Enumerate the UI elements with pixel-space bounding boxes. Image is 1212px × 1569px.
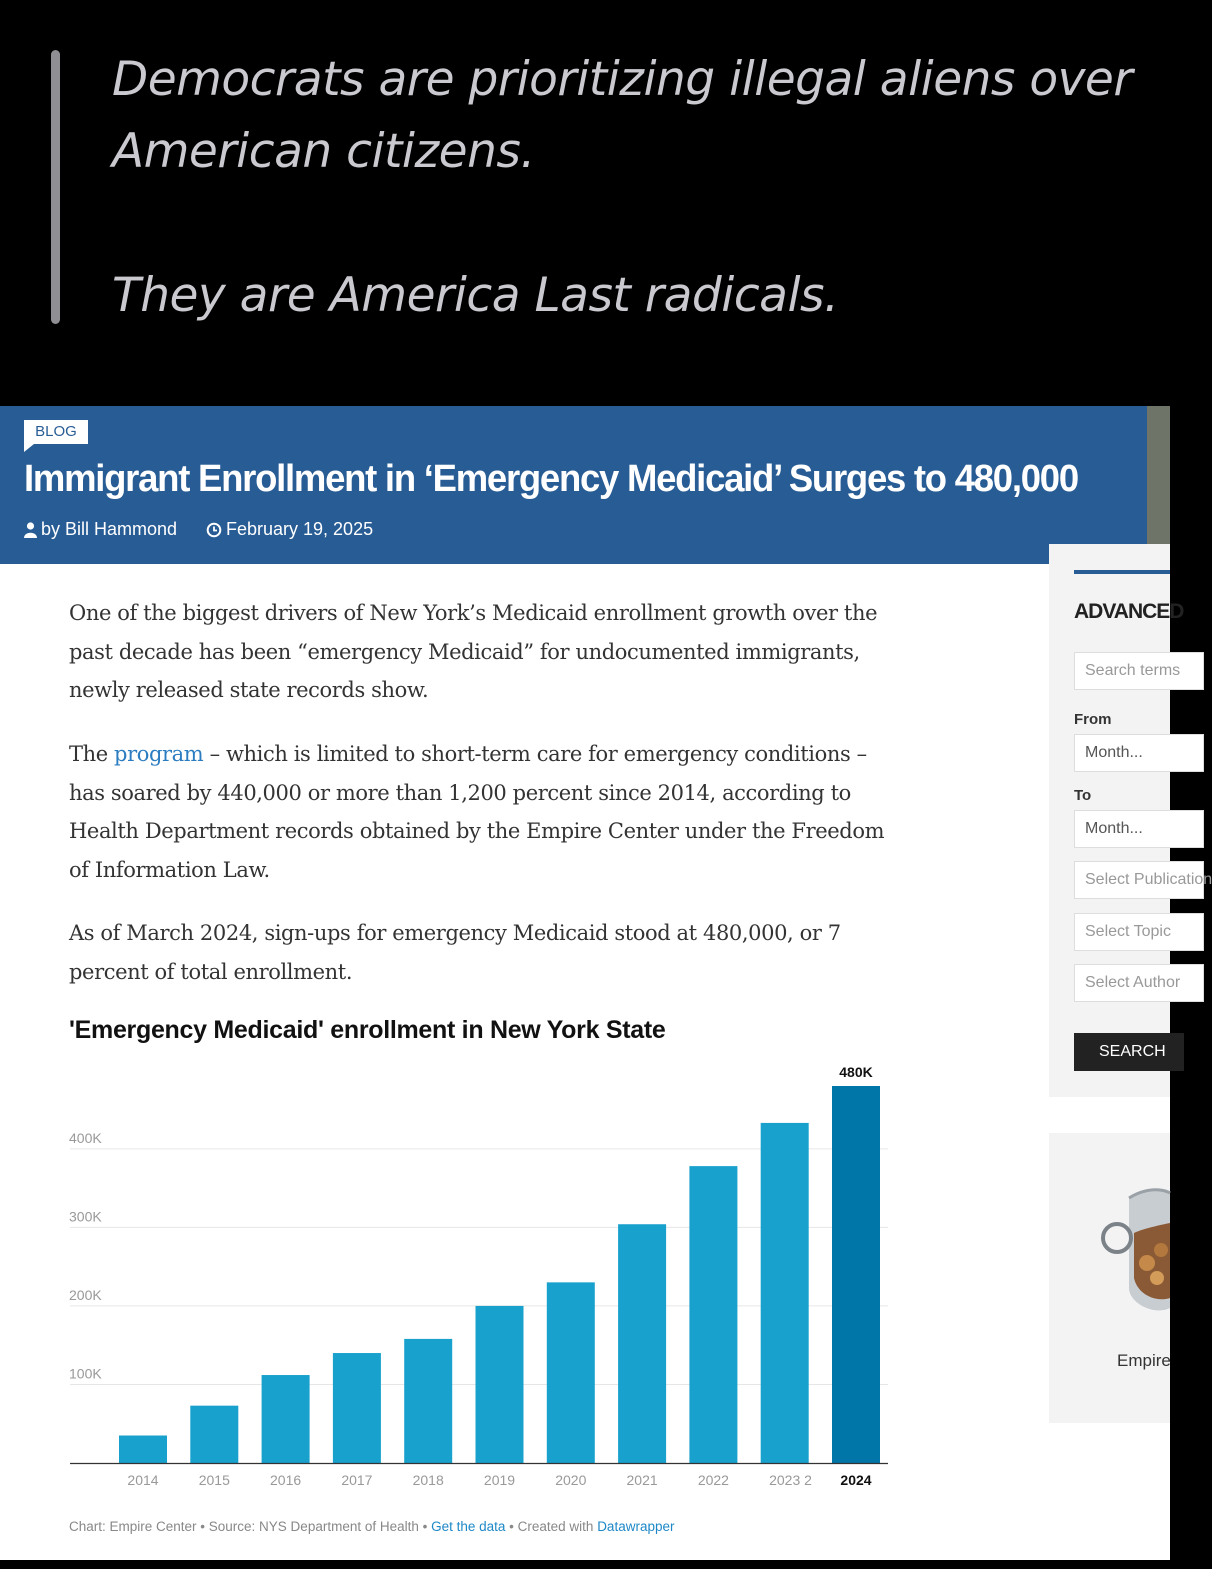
bar-2014 [119,1436,167,1463]
quote-line-3: They are America Last radicals. [112,268,839,323]
y-tick-label: 300K [69,1208,102,1225]
banner-image-edge [1147,406,1170,546]
y-tick-label: 400K [69,1129,102,1146]
article-banner [0,406,1147,564]
chart-title: 'Emergency Medicaid' enrollment in New York State [69,1016,666,1044]
bar-2018 [404,1339,452,1463]
to-month-select[interactable]: Month... [1074,810,1204,848]
chart-footer-middle: • Created with [505,1519,598,1534]
paragraph-2-start: The [69,742,115,766]
x-tick-label: 2021 [626,1472,658,1488]
author-select[interactable]: Select Author [1074,964,1204,1002]
blog-tag[interactable]: BLOG [24,420,88,444]
y-tick-label: 100K [69,1365,102,1382]
x-tick-label: 2023 [769,1472,801,1488]
bar-2019 [476,1306,524,1463]
bar-2017 [333,1353,381,1463]
clock-icon [206,522,222,538]
from-label: From [1074,711,1112,728]
x-tick-label: 2018 [412,1472,444,1488]
quote-block [0,0,1170,406]
x-tick-label: 2016 [270,1472,302,1488]
x-tick-label: 2017 [341,1472,373,1488]
paragraph-2 [69,735,899,889]
paragraph-3: As of March 2024, sign-ups for emergency Medicaid stood at 480,000, or 7 percent of total enrollment. [69,921,841,984]
author-name[interactable]: by Bill Hammond [41,519,178,539]
stray-tick-label: 2 [804,1472,812,1488]
bar-2021 [618,1224,666,1463]
quote-bar [51,50,60,324]
publication-select[interactable]: Select Publication [1074,861,1204,899]
quote-line-2: American citizens. [112,124,535,179]
user-icon [24,522,37,538]
advanced-search-sidebar [1049,544,1212,1097]
enrollment-bar-chart [60,1056,900,1496]
topic-select[interactable]: Select Topic [1074,913,1204,951]
x-tick-label: 2019 [483,1472,516,1488]
datawrapper-link[interactable]: Datawrapper [597,1519,675,1534]
quote-line-1: Democrats are prioritizing illegal aliens over [112,52,1133,107]
paragraph-1: One of the biggest drivers of New York’s Medicaid enrollment growth over the past decade has been “emergency Medicaid” for undocumented immigrants, newly released state records show. [69,601,878,702]
program-link[interactable]: program [114,742,204,766]
bottom-strip [0,1560,1170,1569]
promo-caption: Empire [1117,1351,1171,1370]
piggy-bank-image [1099,1178,1170,1318]
bar-2020 [547,1282,595,1463]
bar-2015 [190,1406,238,1463]
chart-footer [69,1519,674,1534]
from-month-select[interactable]: Month... [1074,734,1204,772]
promo-box[interactable] [1049,1133,1170,1423]
x-tick-label: 2024 [840,1472,872,1488]
x-tick-label: 2014 [127,1472,159,1488]
search-button[interactable]: SEARCH [1074,1033,1184,1071]
sidebar-rule [1074,570,1170,574]
highlight-value-label: 480K [839,1064,873,1080]
x-tick-label: 2020 [555,1472,587,1488]
chart-source: Chart: Empire Center • Source: NYS Department of Health • [69,1519,432,1534]
to-label: To [1074,787,1092,804]
x-tick-label: 2015 [198,1472,230,1488]
article-author[interactable] [24,519,177,540]
bar-2023 [761,1123,809,1463]
x-tick-label: 2022 [697,1472,729,1488]
bar-2016 [262,1375,310,1463]
article-screenshot [0,406,1212,1560]
paragraph-2-end: – which is limited to short-term care for emergency conditions – has soared by 440,000 or more than 1,200 percent since 2014, according to Health Department records obtained by the Empire Center under the Freedom of Information Law. [69,742,885,882]
bar-2022 [689,1166,737,1463]
bar-2024 [832,1086,880,1463]
search-terms-input[interactable]: Search terms [1074,652,1204,690]
article-headline: Immigrant Enrollment in ‘Emergency Medicaid’ Surges to 480,000 [24,458,1078,500]
article-date [206,519,373,540]
sidebar-title: ADVANCED [1074,600,1184,623]
y-tick-label: 200K [69,1286,102,1303]
get-data-link[interactable]: Get the data [431,1519,506,1534]
date-text: February 19, 2025 [226,519,374,539]
